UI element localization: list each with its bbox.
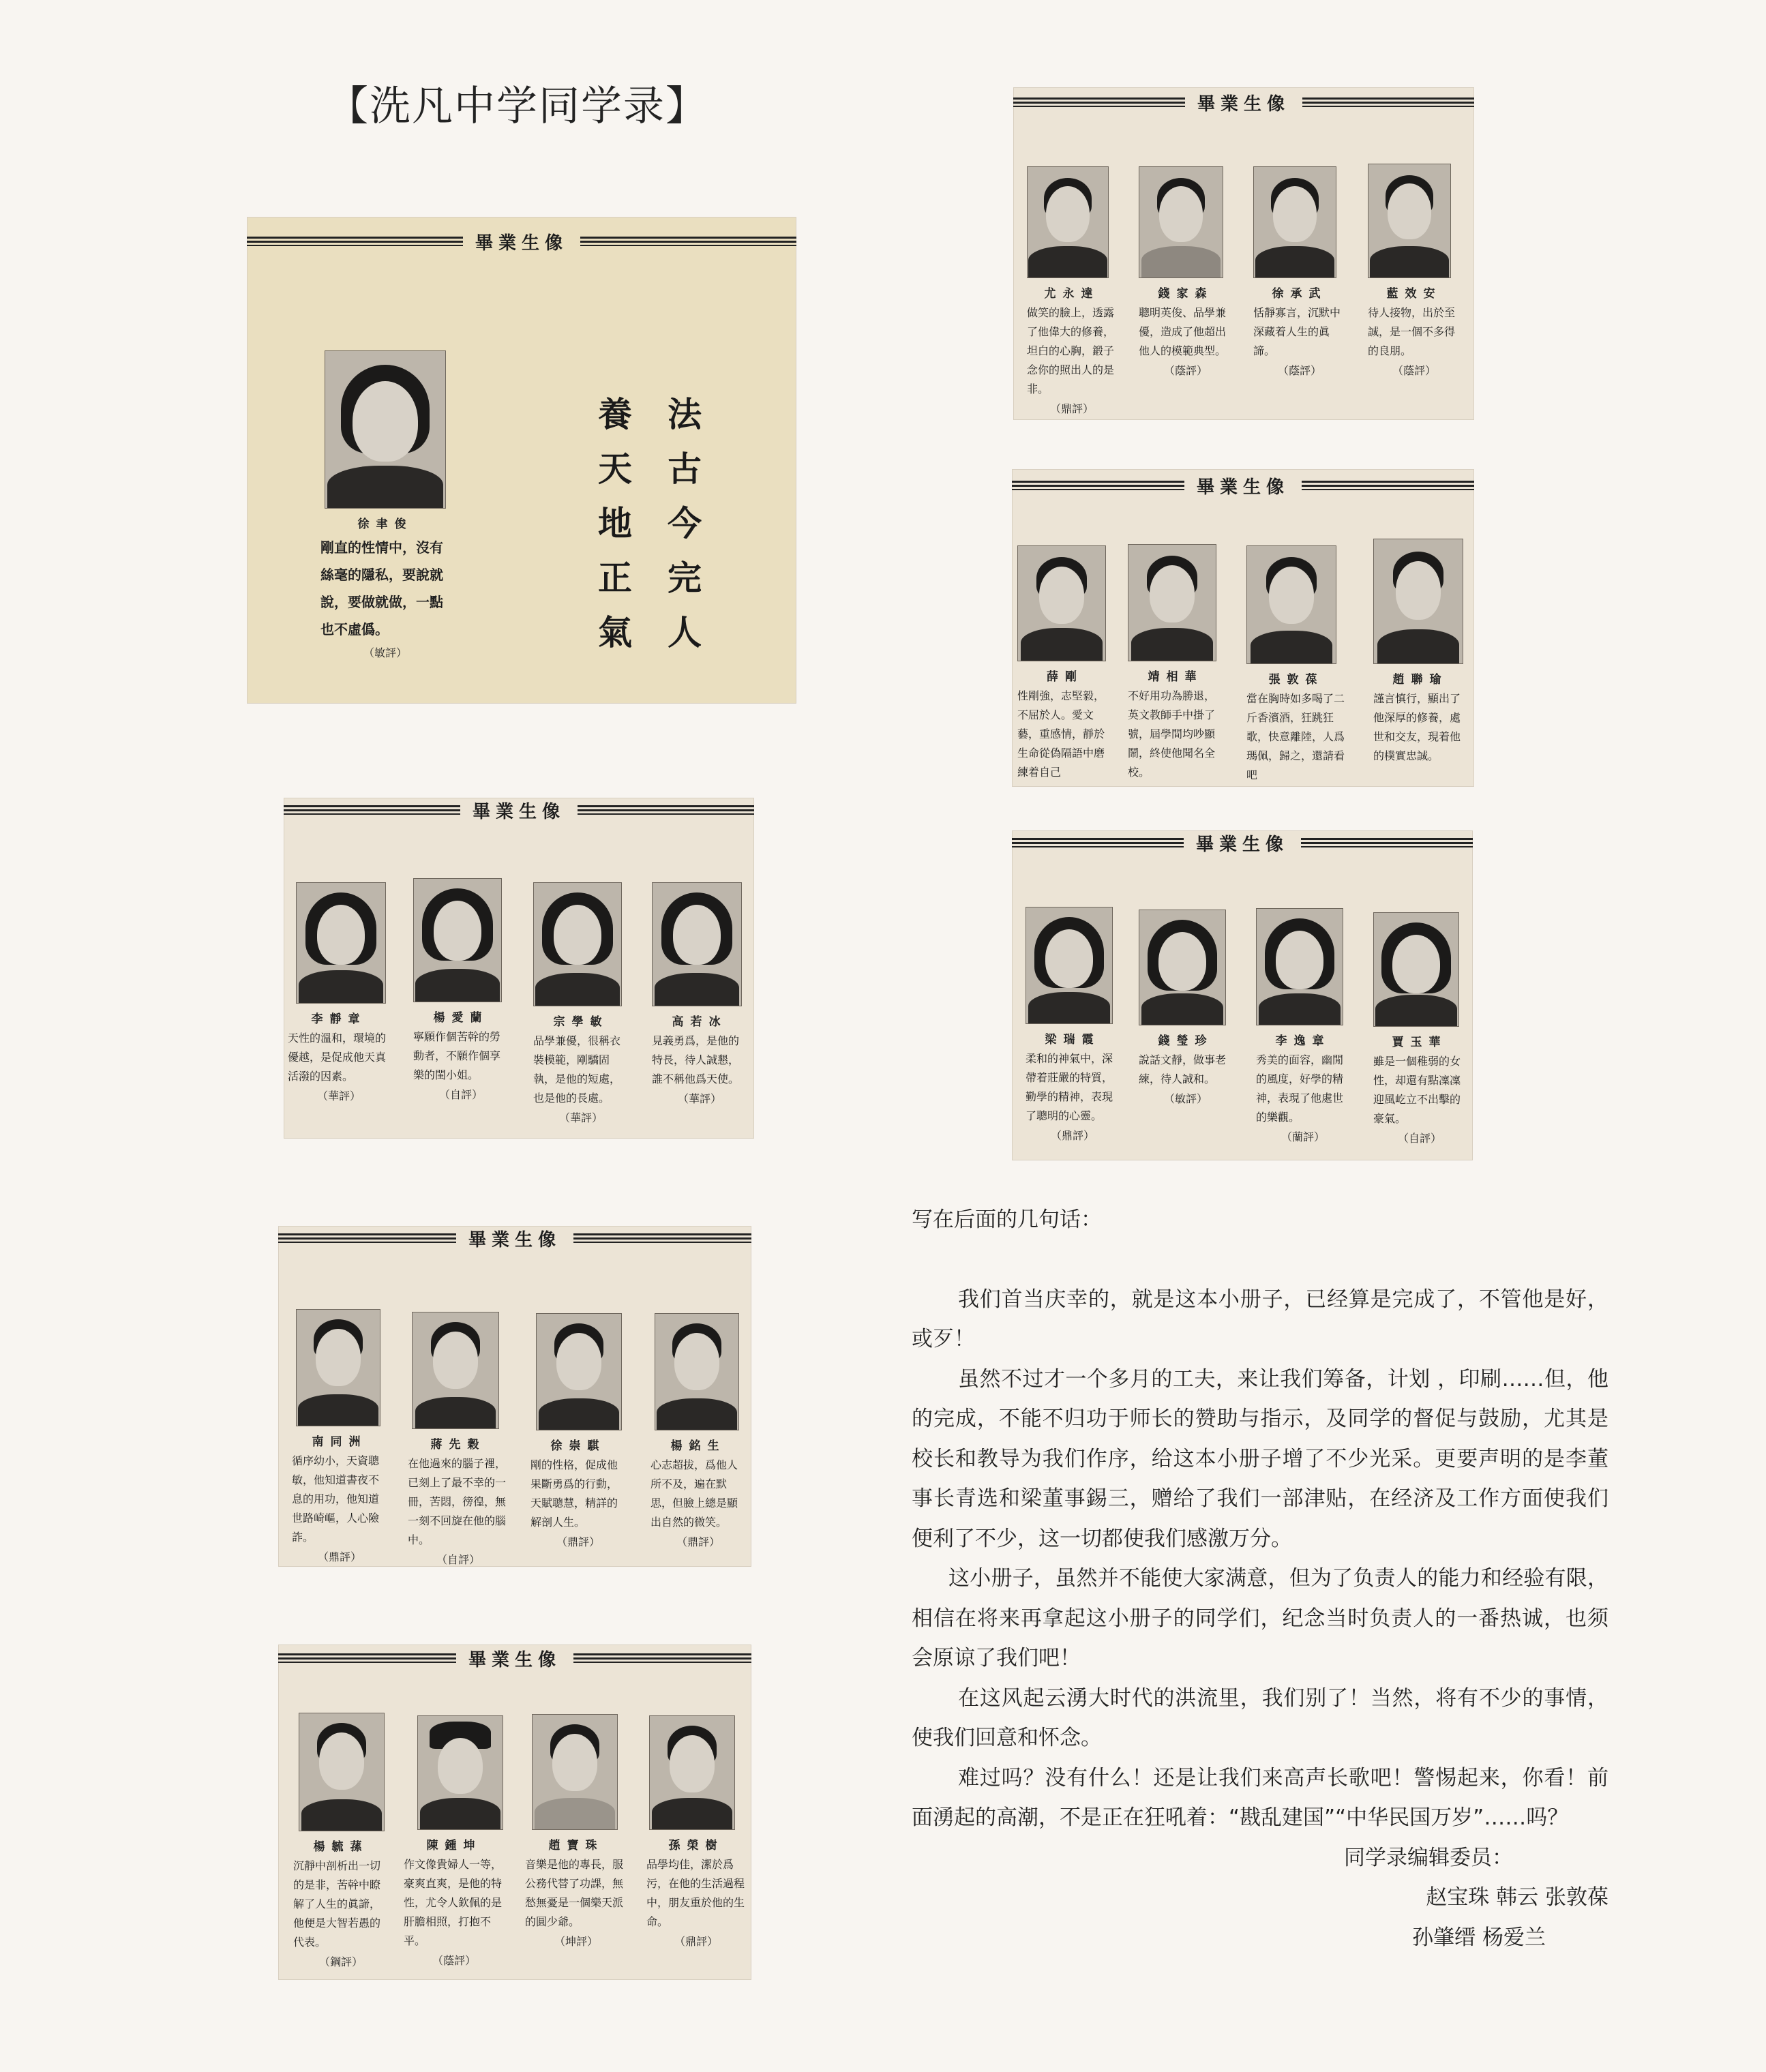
student-comment: 柔和的神氣中，深帶着莊嚴的特質，勤學的精神，表現了聰明的心靈。 [1026,1052,1113,1122]
clipping-featured [247,217,796,704]
student-photo [1256,908,1343,1025]
student-card [1373,539,1467,766]
student-name: 孫榮樹 [668,1839,724,1852]
student-sign: （華評） [558,1111,603,1124]
student-comment: 謹言慎行，顯出了他深厚的修養，處世和交友，現着他的樸實忠誠。 [1373,692,1461,762]
clipping-female-1 [284,798,754,1139]
student-sign: （鼎評） [317,1550,361,1563]
student-photo [536,1313,622,1430]
student-name: 李逸章 [1275,1034,1331,1048]
student-card [525,1714,627,1949]
student-card [1027,166,1117,416]
clipping-male-1 [1013,87,1474,420]
student-comment: 當在胸時如多喝了二斤香濱酒，狂跳狂歌，快意離陸，人爲瑪佩，歸之，還請看吧 [1246,692,1345,781]
student-name: 楊毓蓀 [313,1840,369,1854]
student-sign: （敏評） [363,646,407,659]
student-card [652,882,747,1106]
student-card [1128,544,1223,782]
clipping-male-4 [278,1645,751,1980]
student-comment: 做笑的臉上，透露了他偉大的修養，坦白的心胸，鍛子念你的照出人的是非。 [1027,306,1115,395]
student-name: 南同洲 [312,1435,368,1449]
clipping-header: 畢業生像 [247,232,796,251]
student-card [408,1312,509,1567]
student-comment: 見義勇爲，是他的特長，待人誠懇，誰不稱他爲天使。 [652,1034,740,1085]
student-photo [652,882,742,1006]
student-comment: 不好用功為勝退，英文教師手中掛了號，屆學間均吵顯鬧，終使他聞名全校。 [1128,689,1216,779]
student-comment: 品學兼優，很稱衣裝模範，剛驕固執，是他的短處，也是他的長處。 [533,1034,621,1105]
student-name: 薛剛 [1047,670,1083,684]
clipping-header: 畢業生像 [1012,476,1474,495]
student-sign: （自評） [1397,1132,1441,1145]
afterword-heading: 写在后面的几句话： [912,1207,1102,1232]
student-comment: 寧願作個苦幹的勞動者，不願作個享樂的閨小姐。 [413,1030,501,1081]
student-comment: 作文像貴婦人一等，豪爽直爽，是他的特性，尤令人欽佩的是肝膽相照，打抱不平。 [404,1858,503,1947]
student-name: 張敦葆 [1268,673,1324,687]
student-comment: 恬靜寡言，沉默中深藏着人生的眞諦。 [1253,306,1341,357]
student-card [650,1313,746,1549]
afterword-paragraph: 我们首当庆幸的，就是这本小册子，已经算是完成了，不管他是好，或歹！ [912,1287,1608,1351]
student-card [1256,908,1350,1144]
clipping-header: 畢業生像 [1012,833,1473,852]
student-sign: （蔭評） [1163,364,1208,377]
clipping-male-2 [1012,469,1474,787]
student-name: 徐聿俊 [357,517,413,531]
student-name: 宗學敏 [553,1015,609,1029]
student-photo [1253,166,1336,278]
student-name: 高若冰 [672,1015,728,1029]
afterword [912,1200,1608,1957]
student-photo [533,882,622,1006]
student-name: 徐承武 [1272,287,1328,301]
student-photo [412,1312,499,1429]
student-sign: （蔭評） [432,1954,476,1967]
student-sign: （坤評） [554,1935,598,1948]
student-sign: （蔭評） [1277,364,1321,377]
student-photo [296,1309,380,1426]
afterword-paragraph: 在这风起云湧大时代的洪流里，我们别了！当然，将有不少的事情，使我们回意和怀念。 [912,1685,1608,1750]
student-card [646,1715,746,1949]
student-name: 尤永達 [1044,287,1100,301]
student-comment: 沉靜中剖析出一切的是非，苦幹中瞭解了人生的眞諦，他便是大智若愚的代表。 [293,1859,381,1949]
student-comment: 剛直的性情中，沒有絲毫的隱私，要說就說，要做就做，一點也不虛僞。 [320,539,443,637]
student-sign: （蔭評） [1392,364,1436,377]
student-name: 靖相華 [1148,670,1203,684]
student-card [1139,910,1233,1106]
student-card [404,1715,505,1968]
student-name: 陳鍾坤 [426,1839,482,1852]
student-sign: （鼎評） [1050,1129,1094,1142]
student-card [533,882,629,1125]
student-name: 徐崇騏 [550,1439,606,1453]
student-comment: 品學均佳，潔於爲污，在他的生活過程中，朋友重於他的生命。 [646,1858,745,1928]
student-sign: （華評） [677,1092,721,1105]
student-card [288,882,390,1103]
student-sign: （鋼評） [318,1955,363,1968]
student-name: 藍效安 [1386,287,1442,301]
student-sign: （華評） [316,1090,361,1102]
afterword-paragraph: 这小册子，虽然并不能使大家满意，但为了负责人的能力和经验有限，相信在将来再拿起这小册子的同学们，纪念当时负责人的一番热诚，也须会原谅了我们吧！ [912,1566,1608,1670]
student-photo [1026,907,1113,1024]
student-comment: 待人接物，出於至誠，是一個不多得的良朋。 [1368,306,1456,357]
student-comment: 說話文靜，做事老練，待人誠和。 [1139,1053,1227,1085]
student-comment: 秀美的面容，幽閒的風度，好學的精神，表現了他處世的樂觀。 [1256,1053,1344,1124]
student-photo [1373,539,1463,664]
student-card [413,878,509,1102]
student-photo [325,350,446,509]
student-comment: 性剛強，志堅毅，不屈於人。愛文藝，重感情，靜於生命從偽隔語中磨練着自己 [1017,689,1105,779]
student-card [1017,545,1113,782]
student-photo [649,1715,735,1830]
student-card [1246,545,1346,785]
student-comment: 雖是一個稚弱的女性，却還有點凜凜迎風屹立不出擊的豪氣。 [1373,1055,1461,1125]
student-card [1253,166,1346,378]
student-comment: 聰明英俊、品學兼優，造成了他超出他人的模範典型。 [1139,306,1227,357]
clipping-header: 畢業生像 [284,800,754,820]
student-name: 李靜章 [311,1012,367,1026]
student-photo [655,1313,739,1430]
student-photo [1128,544,1216,661]
afterword-paragraph: 难过吗？没有什么！还是让我们来高声长歌吧！警惕起来，你看！前面湧起的高潮，不是正在狂吼着：“戡乱建国”“中华民国万岁”……吗？ [912,1765,1608,1830]
student-photo [299,1713,385,1831]
clipping-header: 畢業生像 [278,1229,751,1248]
clipping-header: 畢業生像 [278,1649,751,1668]
page-title: 【洗凡中学同学录】 [327,82,708,130]
student-name: 梁瑞霞 [1045,1033,1101,1047]
student-sign: （自評） [438,1088,483,1101]
student-card [1026,907,1120,1143]
student-card [320,350,450,660]
afterword-paragraph: 虽然不过才一个多月的工夫，来让我们筹备，计划 ，印刷……但，他的完成，不能不归功于师长的赞助与指示，及同学的督促与鼓励，尤其是校长和教导为我们作序，给这本小册子增了不少光采。更要声明的是李董事长青选和梁董事錫三，赠给了我们一部津贴，在经济及工作方面使我们便利了不少，这一切都使我们感激万分。 [912,1366,1608,1551]
motto-right: 法古今完人 [668,394,702,652]
student-sign: （鼎評） [556,1535,600,1548]
student-name: 蔣先穀 [430,1438,486,1452]
student-comment: 剛的性格，促成他果斷勇爲的行動，天賦聰慧，精詳的解剖人生。 [530,1458,618,1529]
student-comment: 天性的溫和，環境的優越，是促成他天真活潑的因素。 [288,1032,387,1083]
student-name: 錢家森 [1158,287,1214,301]
student-photo [1139,910,1226,1025]
student-comment: 在他過來的腦子裡，已刻上了最不幸的一冊，苦悶，徬徨，無一刻不回旋在他的腦中。 [408,1457,507,1546]
editors-names: 赵宝珠 韩云 张敦葆 [1426,1885,1608,1910]
clipping-header: 畢業生像 [1013,93,1474,112]
student-comment: 循序幼小，天資聰敏，他知道書夜不息的用功，他知道世路崎嶇，人心險詐。 [292,1454,380,1544]
clipping-male-3 [278,1226,751,1567]
student-card [1139,166,1233,378]
student-comment: 音樂是他的專長，服公務代替了功課，無愁無憂是一個樂天派的圓少爺。 [525,1858,624,1928]
student-photo [1027,166,1109,278]
student-photo [1368,164,1451,278]
student-comment: 心志超拔，爲他人所不及，遍在默思，但臉上總是顯出自然的微笑。 [650,1458,738,1529]
student-photo [417,1715,503,1830]
student-photo [1246,545,1336,664]
student-sign: （鼎評） [1049,402,1094,415]
student-photo [1373,912,1459,1027]
clipping-female-2 [1012,830,1473,1160]
student-photo [413,878,502,1002]
student-sign: （自評） [436,1553,480,1566]
motto-left: 養天地正氣 [598,394,632,652]
student-sign: （蘭評） [1281,1130,1325,1143]
student-photo [1139,166,1223,278]
student-name: 趙聯瑜 [1392,673,1448,687]
student-name: 趙寶珠 [548,1839,604,1852]
student-card [292,1309,387,1564]
student-photo [532,1714,618,1830]
student-photo [296,882,386,1004]
student-name: 賈玉華 [1392,1036,1448,1049]
student-name: 錢瑩珍 [1158,1034,1214,1048]
student-card [530,1313,626,1549]
student-name: 楊銘生 [670,1439,726,1453]
student-card [293,1713,389,1969]
student-sign: （鼎評） [676,1535,720,1548]
student-photo [1017,545,1106,661]
student-card [1373,912,1466,1145]
student-name: 楊愛蘭 [433,1011,489,1025]
student-card [1368,164,1461,378]
editors-label: 同学录编辑委员： [1344,1845,1513,1870]
editors-names: 孙肇缙 杨爱兰 [1412,1925,1546,1950]
student-sign: （鼎評） [674,1935,718,1948]
student-sign: （敏評） [1163,1092,1208,1105]
